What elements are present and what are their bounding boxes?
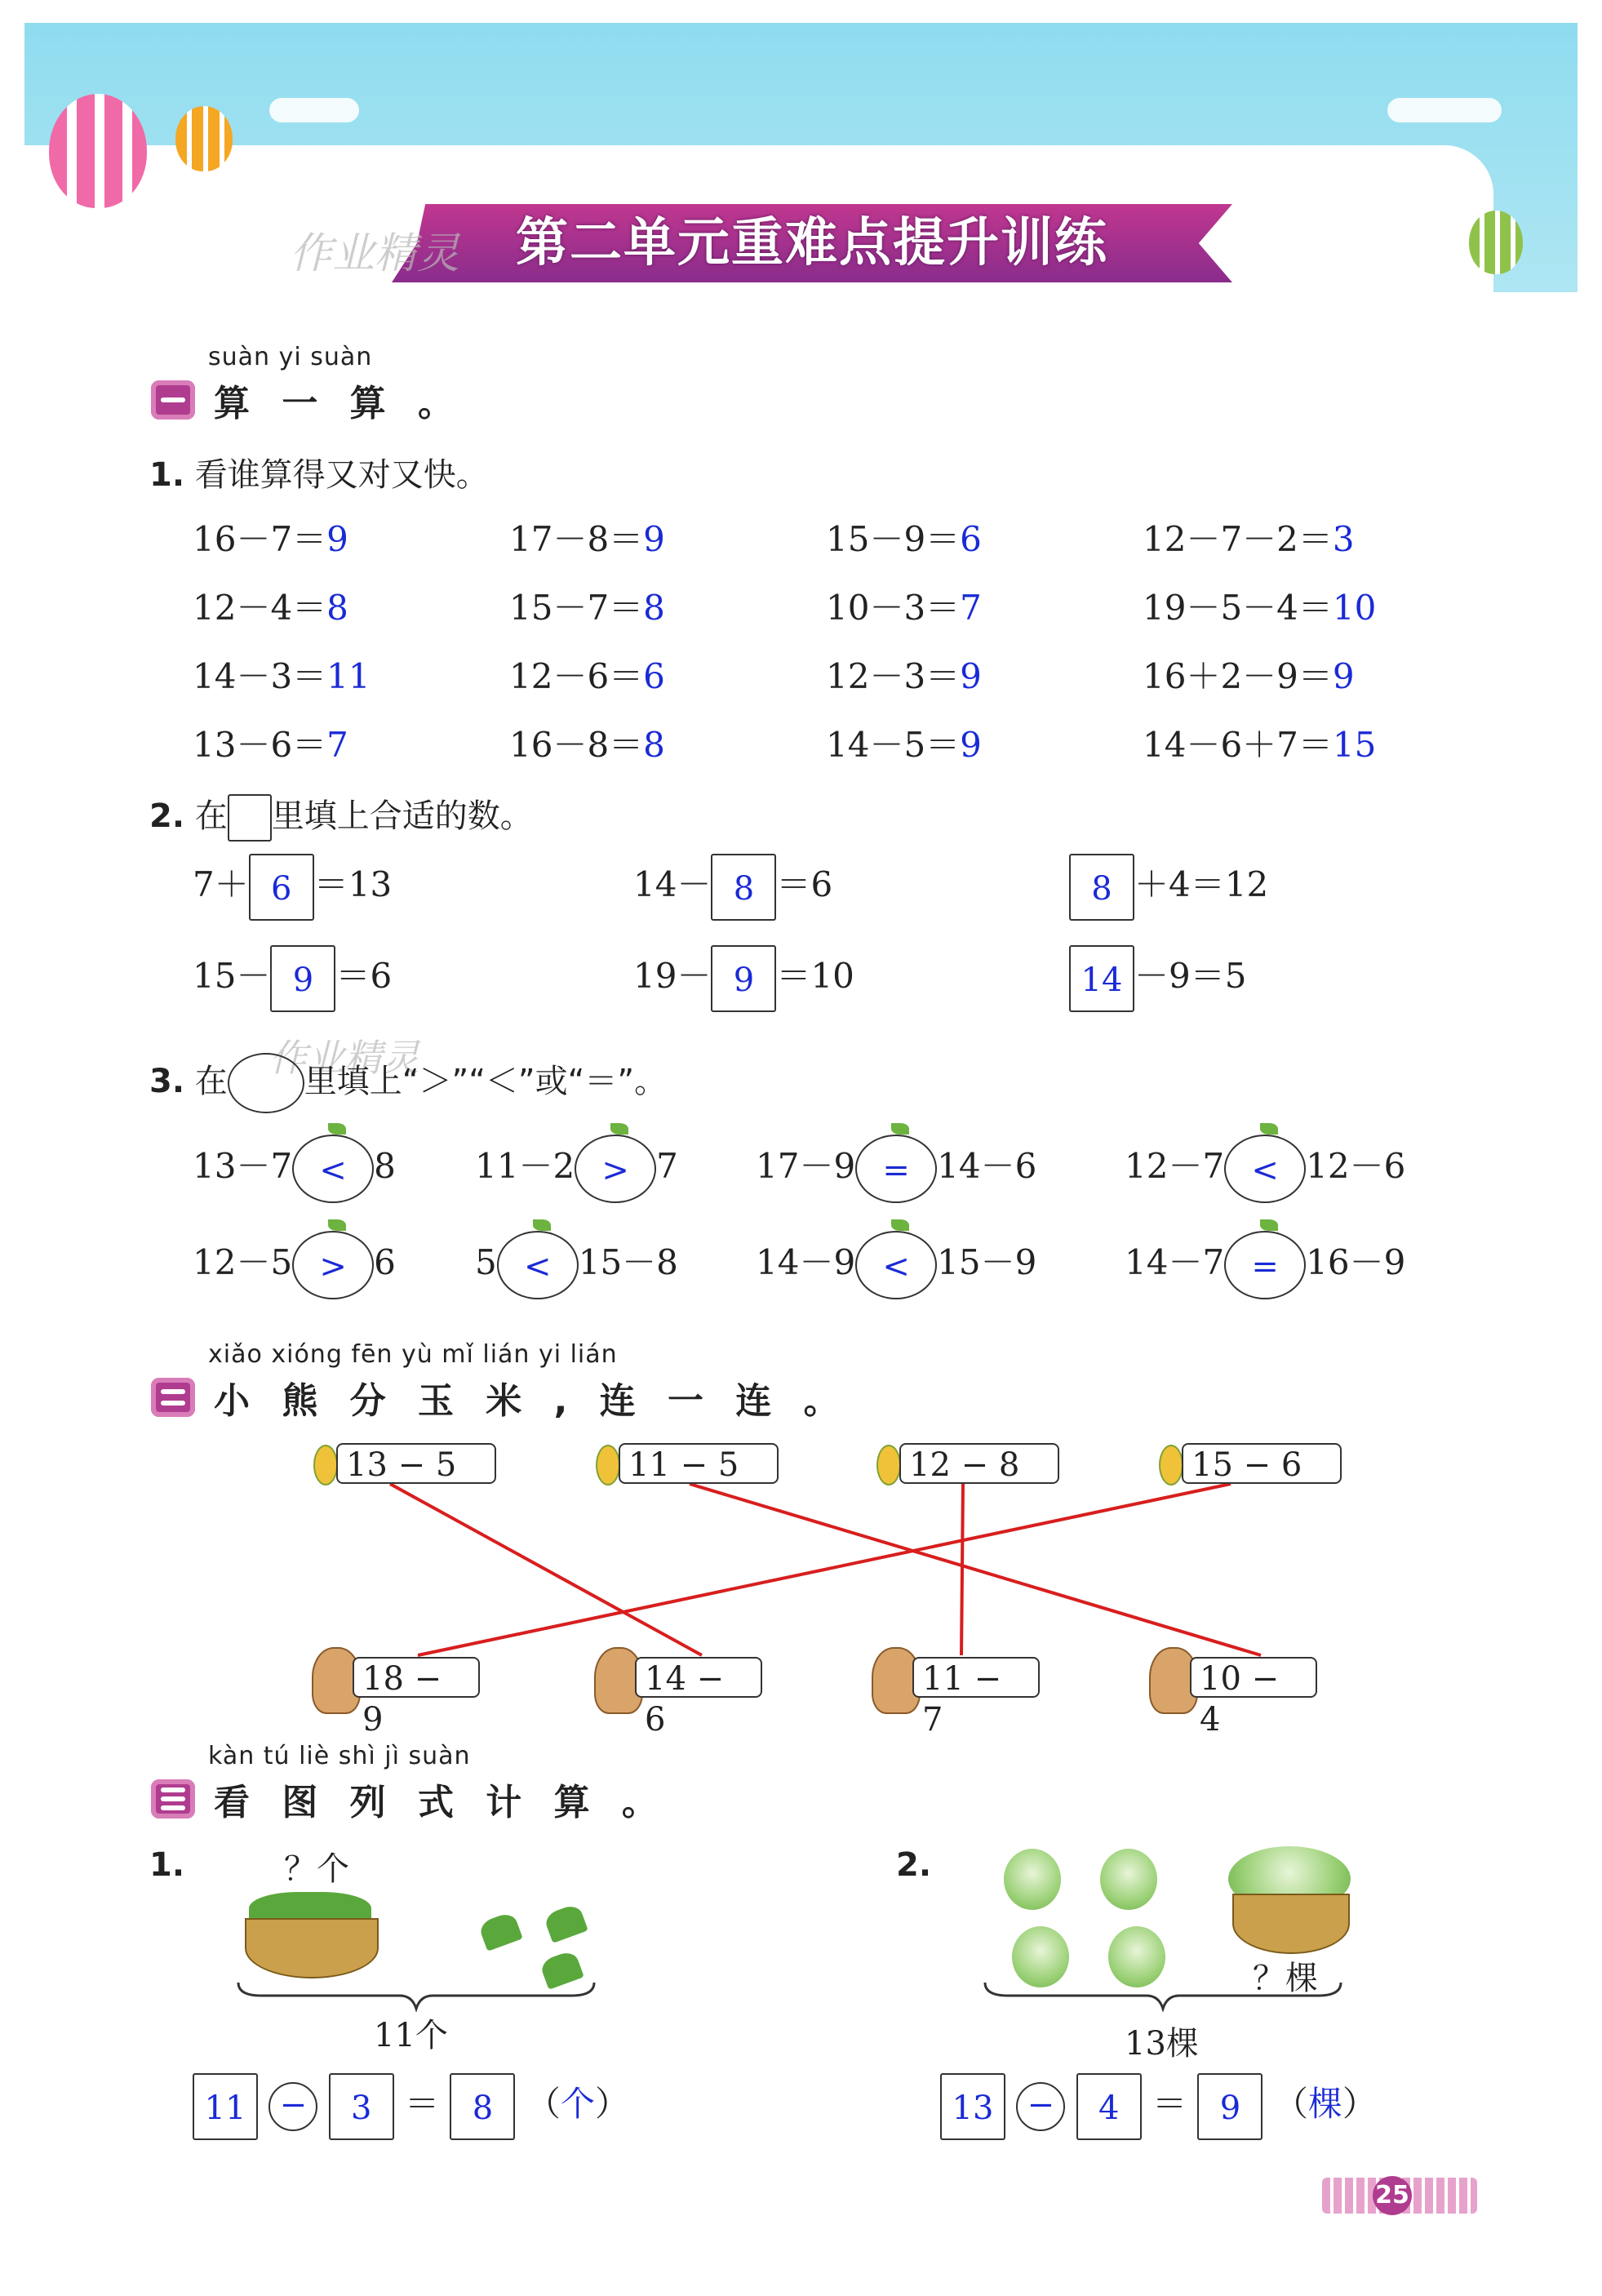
bear-expression[interactable]: 10 − 4	[1190, 1657, 1317, 1698]
p1-op-circle: −	[268, 2082, 317, 2131]
q1-answer: 11	[326, 656, 371, 696]
p2-equation: 13 − 4 ＝ 9 （棵）	[940, 2073, 1377, 2140]
q1-equation: 14－6＋7＝15	[1143, 725, 1377, 765]
q3-label: 3. 在 里填上“＞”“＜”或“＝”。	[149, 1053, 667, 1113]
bear-expression[interactable]: 18 − 9	[353, 1657, 480, 1698]
q2-equation: 14－ 8 ＝6	[633, 854, 832, 921]
watermark: 作业精灵	[269, 1036, 419, 1080]
q2-equation: 15－ 9 ＝6	[193, 945, 392, 1012]
q2-answer-box: 9	[711, 945, 776, 1012]
p2-a-box: 13	[940, 2073, 1005, 2140]
q1-answer: 8	[326, 588, 348, 628]
cabbage-icon	[1100, 1849, 1157, 1910]
q1-answer: 9	[643, 519, 665, 559]
watermark: 作业精灵	[290, 229, 460, 278]
section2-pinyin: xiǎo xióng fēn yù mǐ lián yi lián	[208, 1340, 618, 1369]
q1-equation: 15－9＝6	[826, 519, 982, 559]
q1-answer: 7	[960, 588, 982, 628]
q3-comparison: 12－5 > 6	[193, 1231, 396, 1299]
apple-answer-icon: <	[292, 1135, 374, 1203]
cabbage-icon	[1012, 1926, 1069, 1987]
q1-equation: 12－4＝8	[193, 588, 348, 628]
basket-icon	[1232, 1894, 1350, 1954]
q1-label: 1. 看谁算得又对又快。	[149, 456, 489, 494]
q1-equation: 12－7－2＝3	[1143, 519, 1355, 559]
apple-answer-icon: <	[1224, 1135, 1306, 1203]
q2-answer-box: 6	[249, 854, 314, 921]
section1-title: 算 一 算 。	[214, 383, 464, 424]
q2-answer-box: 14	[1069, 945, 1134, 1012]
q1-answer: 8	[643, 725, 665, 765]
basket-icon	[245, 1918, 379, 1978]
p1-a-box: 11	[193, 2073, 258, 2140]
q1-equation: 12－3＝9	[826, 656, 982, 696]
q1-equation: 12－6＝6	[509, 656, 665, 696]
cabbage-icon	[1108, 1926, 1165, 1987]
p1-result-box: 8	[450, 2073, 515, 2140]
q1-answer: 7	[326, 725, 348, 765]
q2-answer-box: 8	[1069, 854, 1134, 921]
q2-equation: 7＋ 6 ＝13	[193, 854, 392, 921]
q1-equation: 14－5＝9	[826, 725, 982, 765]
match-line	[418, 1484, 1231, 1655]
p2-op-circle: −	[1016, 2082, 1065, 2131]
q1-answer: 15	[1332, 725, 1377, 765]
q1-equation: 16－8＝8	[509, 725, 665, 765]
q1-equation: 16－7＝9	[193, 519, 348, 559]
q2-answer-box: 8	[711, 854, 776, 921]
corn-icon	[313, 1445, 338, 1486]
q1-answer: 10	[1332, 588, 1377, 628]
corn-expression[interactable]: 12 − 8	[899, 1443, 1059, 1484]
bear-expression[interactable]: 14 − 6	[635, 1657, 762, 1698]
section-number-three-icon	[151, 1779, 195, 1819]
q1-answer: 9	[1332, 656, 1355, 696]
q3-comparison: 12－7 < 12－6	[1125, 1135, 1405, 1203]
apple-answer-icon: <	[497, 1231, 579, 1299]
section3-title: 看 图 列 式 计 算 。	[214, 1782, 668, 1823]
q2-label: 2. 在 里填上合适的数。	[149, 790, 533, 842]
p2-number: 2.	[896, 1846, 932, 1884]
brace-icon	[983, 1979, 1342, 2012]
bear-expression[interactable]: 11 − 7	[912, 1657, 1040, 1698]
q1-answer: 6	[960, 519, 982, 559]
p2-total: 13棵	[1125, 2025, 1199, 2063]
page-number: 25	[1373, 2176, 1412, 2215]
q3-comparison: 13－7 < 8	[193, 1135, 396, 1203]
p1-b-box: 3	[329, 2073, 394, 2140]
section1-pinyin: suàn yi suàn	[208, 343, 373, 371]
page-number-badge	[1322, 2178, 1477, 2214]
q1-answer: 9	[960, 725, 982, 765]
p1-equation: 11 − 3 ＝ 8 （个）	[193, 2073, 629, 2140]
brace-icon	[237, 1979, 596, 2012]
section2-title: 小 熊 分 玉 米 , 连 一 连 。	[214, 1380, 850, 1422]
section3-pinyin: kàn tú liè shì jì suàn	[208, 1742, 471, 1770]
p1-number: 1.	[149, 1846, 185, 1884]
corn-icon	[876, 1445, 901, 1486]
apple-answer-icon: <	[855, 1231, 937, 1299]
corn-expression[interactable]: 13 − 5	[336, 1443, 496, 1484]
q1-equation: 14－3＝11	[193, 656, 371, 696]
page-title: 第二单元重难点提升训练	[516, 213, 1108, 273]
match-line	[961, 1484, 963, 1655]
q2-equation: 8 ＋4＝12	[1069, 854, 1268, 921]
q3-comparison: 5 < 15－8	[475, 1231, 678, 1299]
corn-expression[interactable]: 15 − 6	[1182, 1443, 1342, 1484]
q3-comparison: 14－7 = 16－9	[1125, 1231, 1405, 1299]
p2-question: ？棵	[1253, 1960, 1318, 1997]
q1-answer: 6	[643, 656, 665, 696]
q1-equation: 19－5－4＝10	[1143, 588, 1377, 628]
apple-answer-icon: >	[292, 1231, 374, 1299]
q1-equation: 16＋2－9＝9	[1143, 656, 1355, 696]
apple-answer-icon: =	[1224, 1231, 1306, 1299]
corn-expression[interactable]: 11 − 5	[619, 1443, 779, 1484]
corn-icon	[596, 1445, 620, 1486]
corn-icon	[1159, 1445, 1183, 1486]
q3-comparison: 14－9 < 15－9	[756, 1231, 1036, 1299]
p2-b-box: 4	[1076, 2073, 1142, 2140]
q2-answer-box: 9	[270, 945, 335, 1012]
q1-answer: 8	[643, 588, 665, 628]
q1-equation: 10－3＝7	[826, 588, 982, 628]
q1-equation: 15－7＝8	[509, 588, 665, 628]
q3-comparison: 11－2 > 7	[475, 1135, 678, 1203]
q2-equation: 14 －9＝5	[1069, 945, 1246, 1012]
match-line	[690, 1484, 1261, 1655]
p2-result-box: 9	[1197, 2073, 1263, 2140]
p1-question: ？个	[284, 1850, 349, 1888]
apple-answer-icon: =	[855, 1135, 937, 1203]
q1-equation: 17－8＝9	[509, 519, 665, 559]
apple-answer-icon: >	[575, 1135, 656, 1203]
q1-answer: 9	[326, 519, 348, 559]
q1-answer: 9	[960, 656, 982, 696]
q1-answer: 3	[1332, 519, 1355, 559]
cabbage-icon	[1004, 1849, 1061, 1910]
q3-comparison: 17－9 = 14－6	[756, 1135, 1036, 1203]
q1-equation: 13－6＝7	[193, 725, 348, 765]
q2-equation: 19－ 9 ＝10	[633, 945, 854, 1012]
p1-total: 11个	[374, 2017, 448, 2054]
